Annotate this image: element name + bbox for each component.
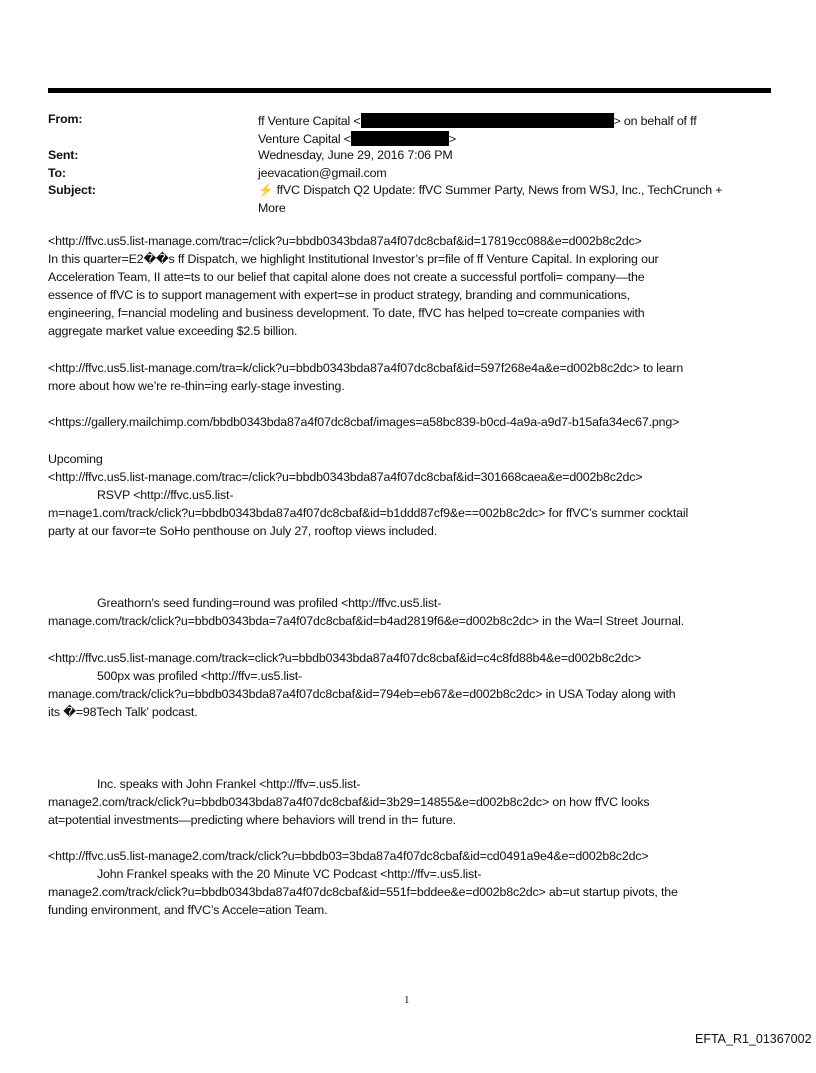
from-prefix: ff Venture Capital < [258,114,361,128]
from-value-line2 [258,128,456,148]
to-label: To: [48,166,66,180]
body-line: manage.com/track/click?u=bbdb0343bda=7a4f07dc8cbaf&id=b4ad2819f6&e=d002b8c2dc> in the Wa=l Street Journal. [48,614,684,628]
body-line: <https://gallery.mailchimp.com/bbdb0343bda87a4f07dc8cbaf/images=a58bc839-b0cd-4a9a-a9d7-b15afa34ec67.png> [48,415,680,429]
subject-value-line2: More [258,201,286,215]
body-line: <http://ffvc.us5.list-manage.com/trac=/click?u=bbdb0343bda87a4f07dc8cbaf&id=301668caea&e=d002b8c2dc> [48,470,643,484]
body-line: its �=98Tech Talk’ podcast. [48,705,198,719]
from-suffix-2: > [448,132,456,146]
body-line: Greathorn's seed funding=round was profiled <http://ffvc.us5.list- [97,596,442,610]
body-line: engineering, f=nancial modeling and business development. To date, ffVC has helped to=create companies with [48,306,645,320]
body-line: more about how we’re re-thin=ing early-stage investing. [48,379,345,393]
body-line: manage.com/track/click?u=bbdb0343bda87a4f07dc8cbaf&id=794eb=eb67&e=d002b8c2dc> in USA Today along with [48,687,676,701]
body-line: at=potential investments—predicting where behaviors will trend in th= future. [48,813,456,827]
redaction-box [361,113,614,128]
redaction-box [351,131,449,146]
to-value: jeevacation@gmail.com [258,166,387,180]
header-rule [48,88,771,93]
from-prefix-2: Venture Capital < [258,132,351,146]
page-number: 1 [404,994,410,1006]
body-line: manage2.com/track/click?u=bbdb0343bda87a4f07dc8cbaf&id=3b29=14855&e=d002b8c2dc> on how ffVC looks [48,795,650,809]
body-line: 500px was profiled <http://ffv=.us5.list- [97,669,303,683]
body-line: John Frankel speaks with the 20 Minute VC Podcast <http://ffv=.us5.list- [97,867,482,881]
body-line: <http://ffvc.us5.list-manage.com/track=click?u=bbdb0343bda87a4f07dc8cbaf&id=c4c8fd88b4&e=d002b8c2dc> [48,651,642,665]
body-line: funding environment, and ffVC’s Accele=ation Team. [48,903,328,917]
from-value-line1 [258,110,697,130]
body-line: essence of ffVC is to support management with expert=se in product strategy, branding and communications, [48,288,630,302]
body-line: RSVP <http://ffvc.us5.list- [97,488,234,502]
sent-value: Wednesday, June 29, 2016 7:06 PM [258,148,453,162]
body-line: Acceleration Team, II atte=ts to our belief that capital alone does not create a successful portfoli= company—the [48,270,645,284]
body-line: <http://ffvc.us5.list-manage2.com/track/click?u=bbdb03=3bda87a4f07dc8cbaf&id=cd0491a9e4&e=d002b8c2dc> [48,849,649,863]
document-id: EFTA_R1_01367002 [695,1032,812,1046]
body-line: In this quarter=E2��s ff Dispatch, we highlight Institutional Investor’s pr=file of ff Venture Capital. In exploring our [48,252,659,266]
body-line: aggregate market value exceeding $2.5 billion. [48,324,298,338]
subject-label: Subject: [48,183,96,197]
body-line: Inc. speaks with John Frankel <http://ffv=.us5.list- [97,777,361,791]
from-label: From: [48,112,83,126]
sent-label: Sent: [48,148,79,162]
body-line: m=nage1.com/track/click?u=bbdb0343bda87a4f07dc8cbaf&id=b1ddd87cf9&e==002b8c2dc> for ffVC’s summer cocktail [48,506,689,520]
body-line: party at our favor=te SoHo penthouse on July 27, rooftop views included. [48,524,438,538]
body-line: <http://ffvc.us5.list-manage.com/tra=k/click?u=bbdb0343bda87a4f07dc8cbaf&id=597f268e4a&e=d002b8c2dc> to learn [48,361,684,375]
body-line: manage2.com/track/click?u=bbdb0343bda87a4f07dc8cbaf&id=551f=bddee&e=d002b8c2dc> ab=ut startup pivots, the [48,885,678,899]
body-line: Upcoming [48,452,103,466]
body-line: <http://ffvc.us5.list-manage.com/trac=/click?u=bbdb0343bda87a4f07dc8cbaf&id=17819cc088&e=d002b8c2dc> [48,234,642,248]
from-suffix: > on behalf of ff [613,114,697,128]
subject-value-line1: ⚡ ffVC Dispatch Q2 Update: ffVC Summer Party, News from WSJ, Inc., TechCrunch + [258,183,723,197]
